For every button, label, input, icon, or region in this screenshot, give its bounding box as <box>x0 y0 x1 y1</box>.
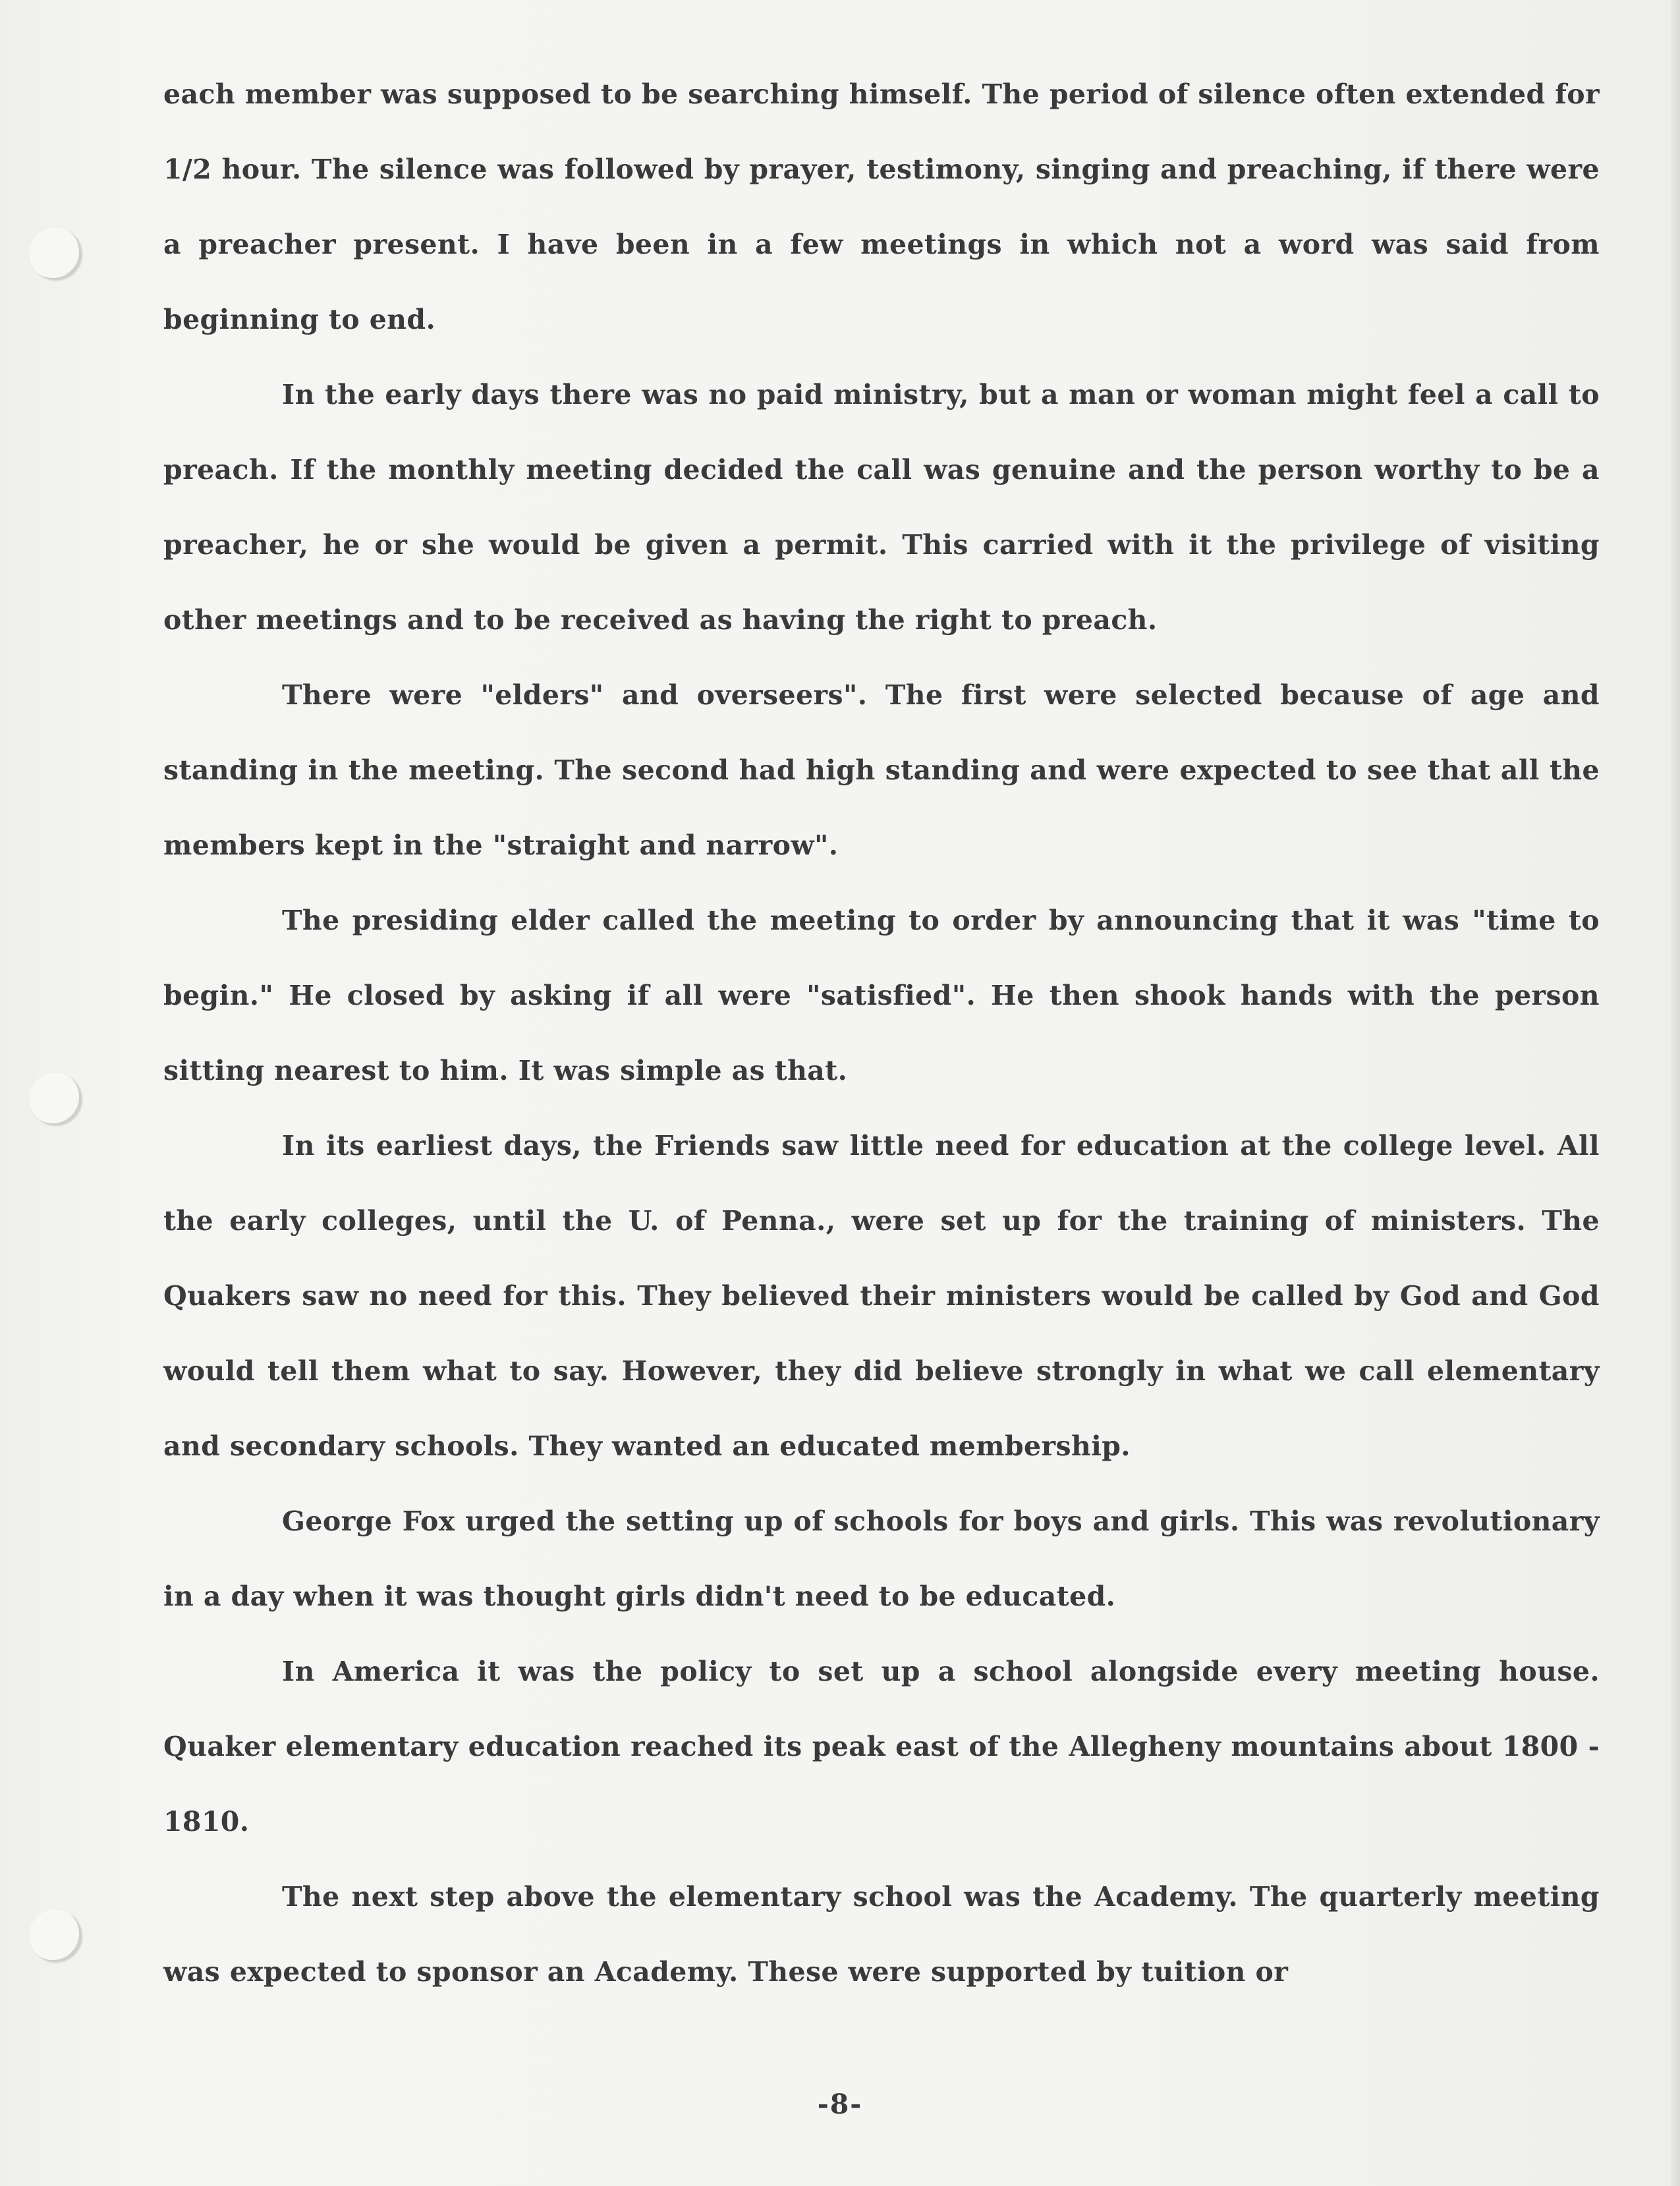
paragraph-8: The next step above the elementary school was the Academy. The quarterly meeting was expected to sponsor an Academy. These were supported by tuition or <box>163 1881 1600 1988</box>
page-number: -8- <box>817 2088 863 2120</box>
punch-hole-bottom <box>29 1909 82 1962</box>
paragraph-1: each member was supposed to be searching himself. The period of silence often extended for 1/2 hour. The silence was followed by prayer, testimony, singing and preaching, if there were a preacher present. I have been in a few meetings in which not a word was said from beginning to end. <box>163 78 1600 335</box>
paragraph-6: George Fox urged the setting up of schools for boys and girls. This was revolutionary in a day when it was thought girls didn't need to be educated. <box>163 1505 1600 1612</box>
page-edge <box>1671 0 1680 2186</box>
paragraph-3: There were "elders" and overseers". The first were selected because of age and standing in the meeting. The second had high standing and were expected to see that all the members kept in the "straight and narrow". <box>163 679 1600 861</box>
punch-hole-middle <box>29 1073 82 1125</box>
document-body <box>163 57 1600 2009</box>
paragraph-7: In America it was the policy to set up a school alongside every meeting house. Quaker elementary education reached its peak east of the Allegheny mountains about 1800 - 1810. <box>163 1656 1600 1837</box>
paragraph-5: In its earliest days, the Friends saw little need for education at the college level. All the early colleges, until the U. of Penna., were set up for the training of ministers. The Quakers saw no need for this. They believed their ministers would be called by God and God would tell them what to say. However, they did believe strongly in what we call elementary and secondary schools. They wanted an educated membership. <box>163 1130 1600 1462</box>
punch-hole-top <box>29 227 82 280</box>
paragraph-2: In the early days there was no paid ministry, but a man or woman might feel a call to preach. If the monthly meeting decided the call was genuine and the person worthy to be a preacher, he or she would be given a permit. This carried with it the privilege of visiting other meetings and to be received as having the right to preach. <box>163 379 1600 636</box>
paragraph-4: The presiding elder called the meeting to order by announcing that it was "time to begin." He closed by asking if all were "satisfied". He then shook hands with the person sitting nearest to him. It was simple as that. <box>163 905 1600 1086</box>
